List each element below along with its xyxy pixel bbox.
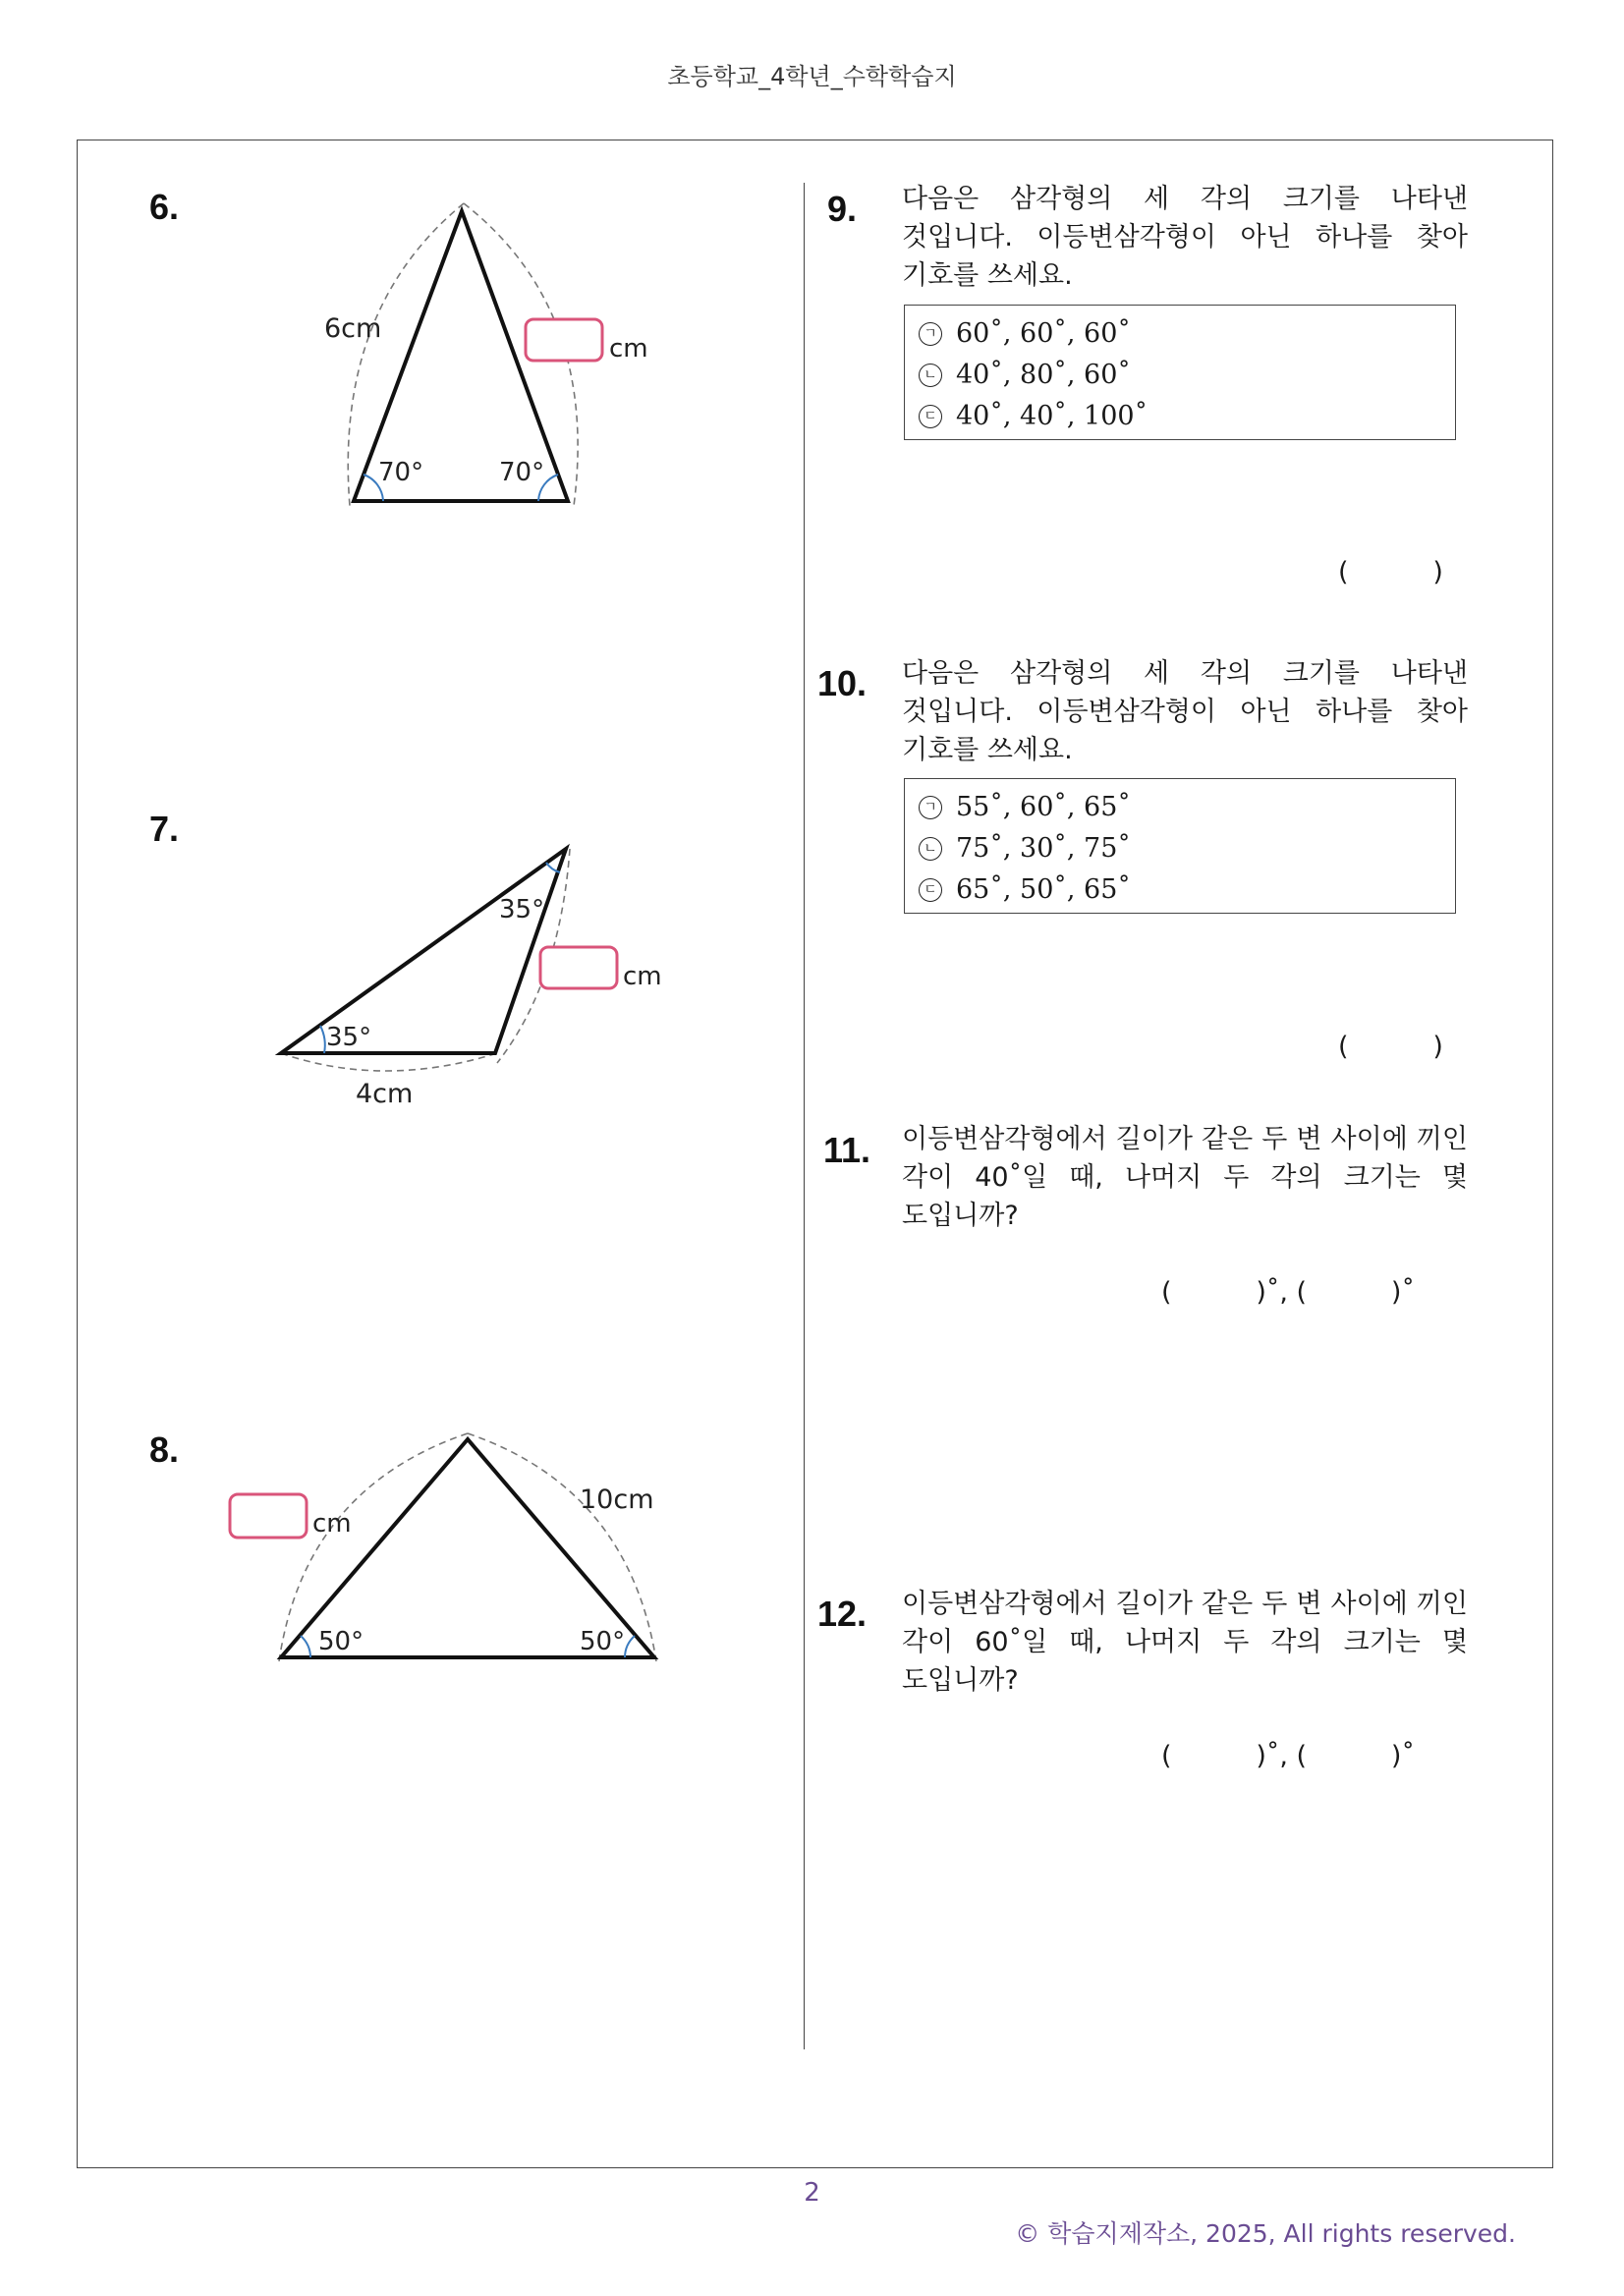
q6-left-side-label: 6cm <box>324 313 382 344</box>
q10-choice-row <box>919 828 1455 869</box>
q10-choice-text: 75˚, 30˚, 75˚ <box>956 833 1131 864</box>
q10-choice-text: 65˚, 50˚, 65˚ <box>956 874 1131 905</box>
q12-number: 12. <box>817 1594 868 1634</box>
q8-angle-arc-left <box>301 1636 310 1657</box>
q9-choice-mark: ㄴ <box>919 364 942 387</box>
worksheet-header-title: 초등학교_4학년_수학학습지 <box>667 63 957 90</box>
q9-choice-text: 40˚, 80˚, 60˚ <box>956 360 1131 390</box>
q8-left-unit-label: cm <box>312 1509 352 1539</box>
q12-question-text: 이등변삼각형에서 길이가 같은 두 변 사이에 끼인 각이 60˚일 때, 나머지 두 각의 크기는 몇 도입니까? <box>902 1589 1468 1696</box>
q9-number: 9. <box>827 189 858 229</box>
q10-choice-row <box>919 787 1455 828</box>
q8-right-side-label: 10cm <box>580 1484 654 1515</box>
q10-question-text: 다음은 삼각형의 세 각의 크기를 나타낸 것입니다. 이등변삼각형이 아닌 하나를 찾아 기호를 쓰세요. <box>902 658 1468 765</box>
q6-triangle-figure <box>295 192 688 516</box>
q7-answer-box[interactable] <box>540 947 617 988</box>
q7-top-angle-label: 35° <box>499 895 545 924</box>
q6-number: 6. <box>149 187 180 227</box>
q9-answer-blank[interactable]: ( ) <box>1338 557 1443 588</box>
q11-question-text: 이등변삼각형에서 길이가 같은 두 변 사이에 끼인 각이 40˚일 때, 나머지 두 각의 크기는 몇 도입니까? <box>902 1124 1468 1231</box>
q8-triangle <box>281 1439 654 1657</box>
q9-choice-row <box>919 396 1455 437</box>
q9-choice-mark: ㄱ <box>919 322 942 346</box>
q9-choice-text: 60˚, 60˚, 60˚ <box>956 318 1131 349</box>
q9-choice-mark: ㄷ <box>919 405 942 428</box>
q8-right-angle-label: 50° <box>580 1627 626 1656</box>
column-divider <box>804 183 805 2049</box>
page-number: 2 <box>804 2178 820 2208</box>
q6-right-unit-label: cm <box>609 334 648 364</box>
q8-triangle-figure <box>226 1429 678 1675</box>
q6-right-angle-label: 70° <box>499 458 545 487</box>
q7-triangle-figure <box>265 835 678 1120</box>
q11-number: 11. <box>823 1130 871 1170</box>
q7-bottom-side-label: 4cm <box>356 1079 414 1109</box>
q10-answer-blank[interactable]: ( ) <box>1338 1032 1443 1062</box>
q8-answer-box[interactable] <box>230 1494 307 1538</box>
q7-right-unit-label: cm <box>623 962 662 991</box>
q10-number: 10. <box>817 663 868 703</box>
copyright-notice: © 학습지제작소, 2025, All rights reserved. <box>1015 2219 1516 2248</box>
q7-left-angle-label: 35° <box>326 1023 372 1052</box>
q10-choice-mark: ㄷ <box>919 878 942 902</box>
q7-number: 7. <box>149 809 180 849</box>
q8-angle-arc-right <box>625 1636 635 1657</box>
q7-angle-arc-left <box>320 1026 325 1053</box>
q6-left-angle-label: 70° <box>378 458 424 487</box>
q10-choice-mark: ㄱ <box>919 796 942 819</box>
q10-choice-text: 55˚, 60˚, 65˚ <box>956 792 1131 822</box>
q9-choice-row <box>919 313 1455 355</box>
q9-question-text: 다음은 삼각형의 세 각의 크기를 나타낸 것입니다. 이등변삼각형이 아닌 하나를 찾아 기호를 쓰세요. <box>902 184 1468 291</box>
q9-choice-text: 40˚, 40˚, 100˚ <box>956 401 1148 431</box>
q9-choice-box <box>904 305 1456 440</box>
q8-left-angle-label: 50° <box>318 1627 364 1656</box>
q7-bottom-dashed-arc <box>281 1053 497 1071</box>
q10-choice-row <box>919 869 1455 911</box>
q6-answer-box[interactable] <box>526 319 602 361</box>
q10-choice-mark: ㄴ <box>919 837 942 861</box>
q10-choice-box <box>904 778 1456 914</box>
q12-answer-blanks[interactable]: ( )˚, ( )˚ <box>1161 1741 1415 1771</box>
q8-number: 8. <box>149 1429 180 1470</box>
q9-choice-row <box>919 355 1455 396</box>
q11-answer-blanks[interactable]: ( )˚, ( )˚ <box>1161 1277 1415 1308</box>
